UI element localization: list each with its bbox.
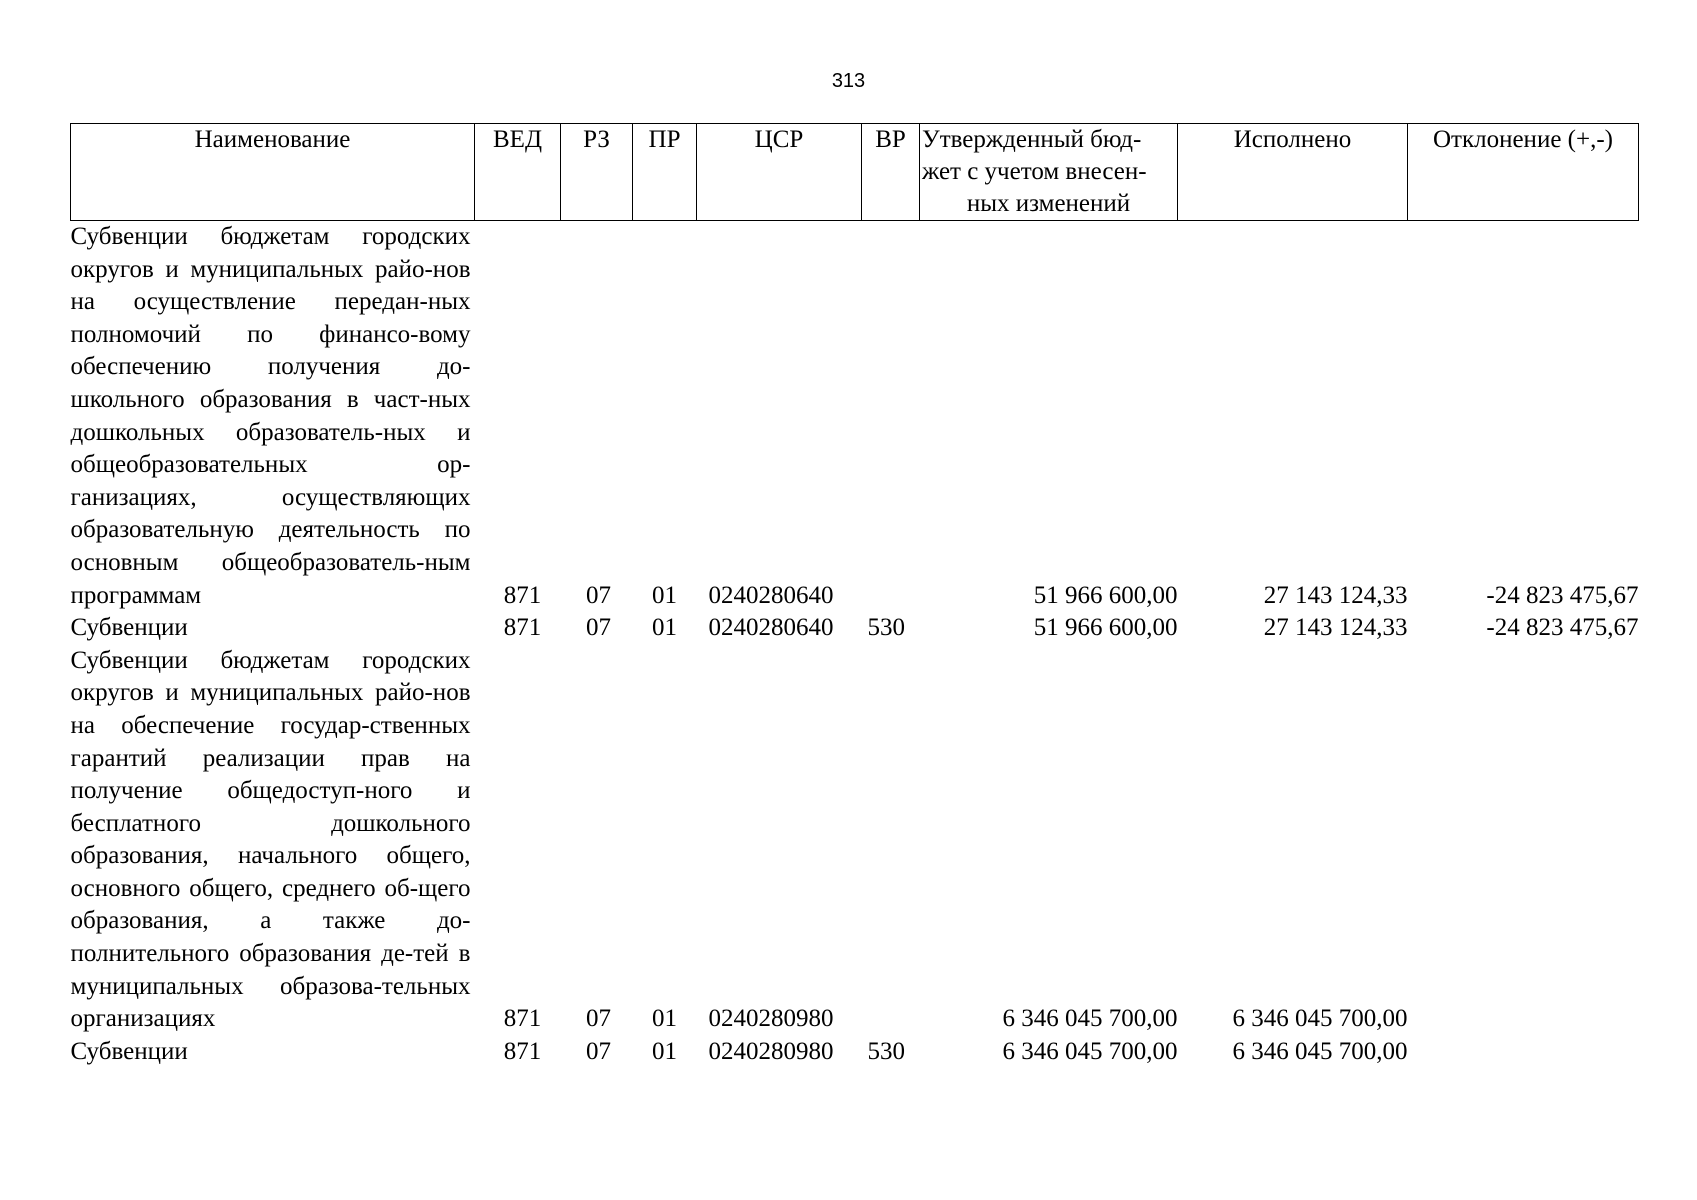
table-row [71, 645, 1639, 1036]
row-vr: 530 [867, 614, 905, 642]
row-executed: 6 346 045 700,00 [1232, 1005, 1408, 1033]
row-name: Субвенции бюджетам городских округов и муниципальных райо-нов на обеспечение государ-ственных гарантий реализации прав на получение общедоступ-ного и бесплатного дошкольного образования, начального общего, основного общего, среднего об-щего образования, а также до-полнительного образования де-тей в муниципальных образова-тельных организациях [70, 646, 471, 1033]
table-row [71, 221, 1639, 613]
row-approved: 51 966 600,00 [1033, 581, 1178, 609]
row-pr: 01 [652, 581, 677, 609]
header-deviation: Отклонение (+,-) [1408, 124, 1639, 221]
table-row [71, 612, 1639, 645]
row-vr [862, 645, 920, 1036]
row-csr: 0240280980 [708, 1005, 834, 1033]
row-deviation [1408, 1036, 1639, 1069]
row-deviation: -24 823 475,67 [1486, 581, 1639, 609]
table-header [71, 124, 1639, 221]
header-approved-budget: Утвержденный бюд-жет с учетом внесен-ных изменений [920, 124, 1178, 221]
row-name: Субвенции [70, 614, 188, 642]
header-csr: ЦСР [697, 124, 862, 221]
row-vr [862, 221, 920, 613]
row-ved: 871 [503, 1005, 542, 1033]
row-ved: 871 [503, 614, 542, 642]
table-row [71, 1036, 1639, 1069]
header-executed: Исполнено [1178, 124, 1408, 221]
header-ved: ВЕД [475, 124, 561, 221]
row-approved: 6 346 045 700,00 [1002, 1037, 1178, 1065]
page-number: 313 [831, 70, 866, 92]
row-csr: 0240280640 [708, 581, 834, 609]
row-name: Субвенции бюджетам городских округов и муниципальных райо-нов на осуществление передан-ных полномочий по финансо-вому обеспечению получения до-школьного образования в част-ных дошкольных образователь-ных и общеобразовательных ор-ганизациях, осуществляющих образовательную деятельность по основным общеобразователь-ным программам [70, 223, 471, 609]
budget-table [70, 123, 1639, 1068]
row-pr: 01 [652, 1005, 677, 1033]
row-approved: 51 966 600,00 [1033, 614, 1178, 642]
header-name: Наименование [71, 124, 475, 221]
row-deviation [1408, 645, 1639, 1036]
row-rz: 07 [586, 1037, 611, 1065]
header-rz: РЗ [561, 124, 633, 221]
row-pr: 01 [652, 1037, 677, 1065]
row-rz: 07 [586, 1005, 611, 1033]
row-executed: 6 346 045 700,00 [1232, 1037, 1408, 1065]
row-vr: 530 [867, 1037, 905, 1065]
row-deviation: -24 823 475,67 [1486, 614, 1639, 642]
row-executed: 27 143 124,33 [1263, 581, 1408, 609]
row-ved: 871 [503, 1037, 542, 1065]
row-pr: 01 [652, 614, 677, 642]
header-pr: ПР [633, 124, 697, 221]
row-ved: 871 [503, 581, 542, 609]
table-body [71, 221, 1639, 1069]
row-csr: 0240280980 [708, 1037, 834, 1065]
row-rz: 07 [586, 614, 611, 642]
header-vr: ВР [862, 124, 920, 221]
row-name: Субвенции [70, 1037, 188, 1065]
row-rz: 07 [586, 581, 611, 609]
row-csr: 0240280640 [708, 614, 834, 642]
row-approved: 6 346 045 700,00 [1002, 1005, 1178, 1033]
row-executed: 27 143 124,33 [1263, 614, 1408, 642]
